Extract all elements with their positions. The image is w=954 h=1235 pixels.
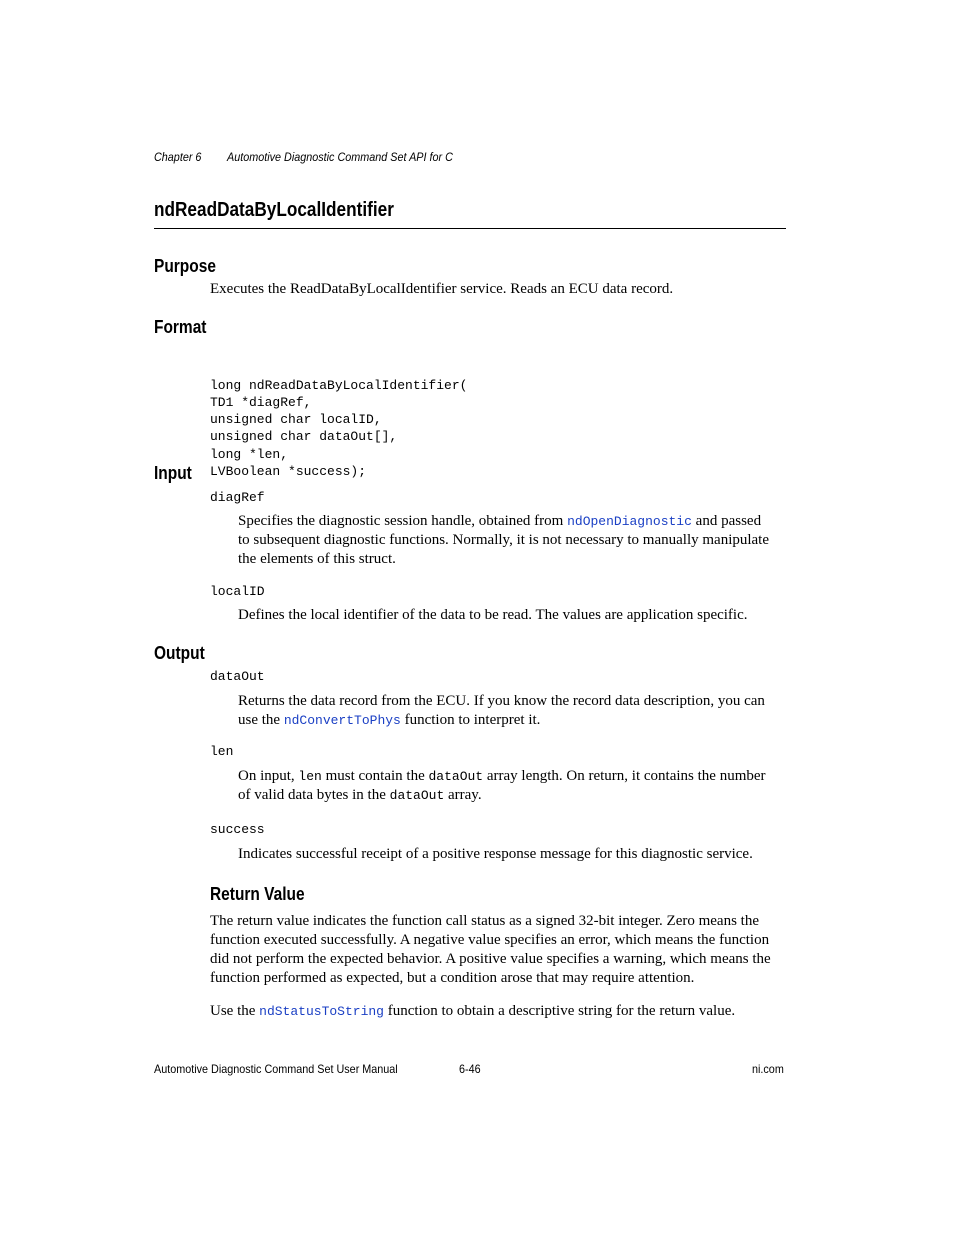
footer-page-number: 6-46 [459, 1062, 481, 1076]
title-rule [154, 228, 786, 229]
param-localid: localID [210, 584, 265, 599]
text-run: Specifies the diagnostic session handle, obtained from [238, 513, 568, 529]
header-section: Automotive Diagnostic Command Set API for C [227, 150, 453, 164]
header-chapter: Chapter 6 [154, 150, 202, 164]
param-diagref: diagRef [210, 490, 265, 505]
code-line: LVBoolean *success); [210, 464, 367, 480]
param-len: len [210, 744, 234, 759]
text-line: The return value indicates the function call status as a signed 32-bit integer. Zero means the [210, 913, 759, 929]
ndopendiagnostic-link[interactable]: ndOpenDiagnostic [567, 514, 692, 529]
text-line: Returns the data record from the ECU. If you know the record data description, you can [238, 693, 765, 709]
output-heading: Output [154, 643, 205, 663]
code-line: unsigned char dataOut[], [210, 429, 398, 445]
code-line: long *len, [210, 446, 289, 462]
inline-code: dataOut [428, 769, 484, 784]
param-success-description: Indicates successful receipt of a positive response message for this diagnostic service. [238, 846, 753, 862]
text-run: array. [444, 787, 482, 803]
footer-site-link[interactable]: ni.com [752, 1062, 784, 1076]
purpose-heading: Purpose [154, 256, 216, 276]
return-value-usage [210, 1002, 735, 1021]
inline-code: dataOut [389, 788, 445, 803]
return-value-description [210, 912, 771, 988]
ndconverttophys-link[interactable]: ndConvertToPhys [283, 713, 401, 728]
text-line: the elements of this struct. [238, 551, 396, 567]
text-line: did not perform the expected behavior. A positive value specifies a warning, which means the [210, 951, 771, 967]
text-run: must contain the [321, 768, 429, 784]
text-line: to subsequent diagnostic functions. Normally, it is not necessary to manually manipulate [238, 532, 770, 548]
param-success: success [210, 822, 265, 837]
text-run: Use the [210, 1003, 260, 1019]
text-line: function executed successfully. A negative value specifies an error, which means the function [210, 932, 770, 948]
text-run: of valid data bytes in the [238, 787, 390, 803]
format-heading: Format [154, 317, 207, 337]
text-run: and passed [691, 513, 762, 529]
input-heading: Input [154, 463, 192, 483]
text-line: function performed as expected, but a condition arose that may require attention. [210, 970, 695, 986]
code-line: long ndReadDataByLocalIdentifier( [210, 377, 468, 393]
text-run: array length. On return, it contains the number [483, 768, 766, 784]
page-title: ndReadDataByLocalIdentifier [154, 199, 394, 221]
text-run: On input, [238, 768, 299, 784]
purpose-text: Executes the ReadDataByLocalIdentifier service. Reads an ECU data record. [210, 281, 674, 297]
ndstatustostring-link[interactable]: ndStatusToString [259, 1004, 384, 1019]
param-dataout: dataOut [210, 669, 265, 684]
code-line: TD1 *diagRef, [210, 394, 312, 410]
text-run: use the [238, 712, 284, 728]
inline-code: len [298, 769, 322, 784]
param-len-description [238, 767, 766, 805]
return-value-heading: Return Value [210, 884, 305, 904]
text-run: function to obtain a descriptive string for the return value. [383, 1003, 736, 1019]
footer-manual-title: Automotive Diagnostic Command Set User Manual [154, 1062, 398, 1076]
text-run: function to interpret it. [400, 712, 541, 728]
param-localid-description: Defines the local identifier of the data to be read. The values are application specific. [238, 607, 748, 623]
code-line: unsigned char localID, [210, 412, 382, 428]
format-code-block [210, 342, 467, 498]
param-diagref-description [238, 512, 769, 569]
param-dataout-description [238, 692, 765, 730]
